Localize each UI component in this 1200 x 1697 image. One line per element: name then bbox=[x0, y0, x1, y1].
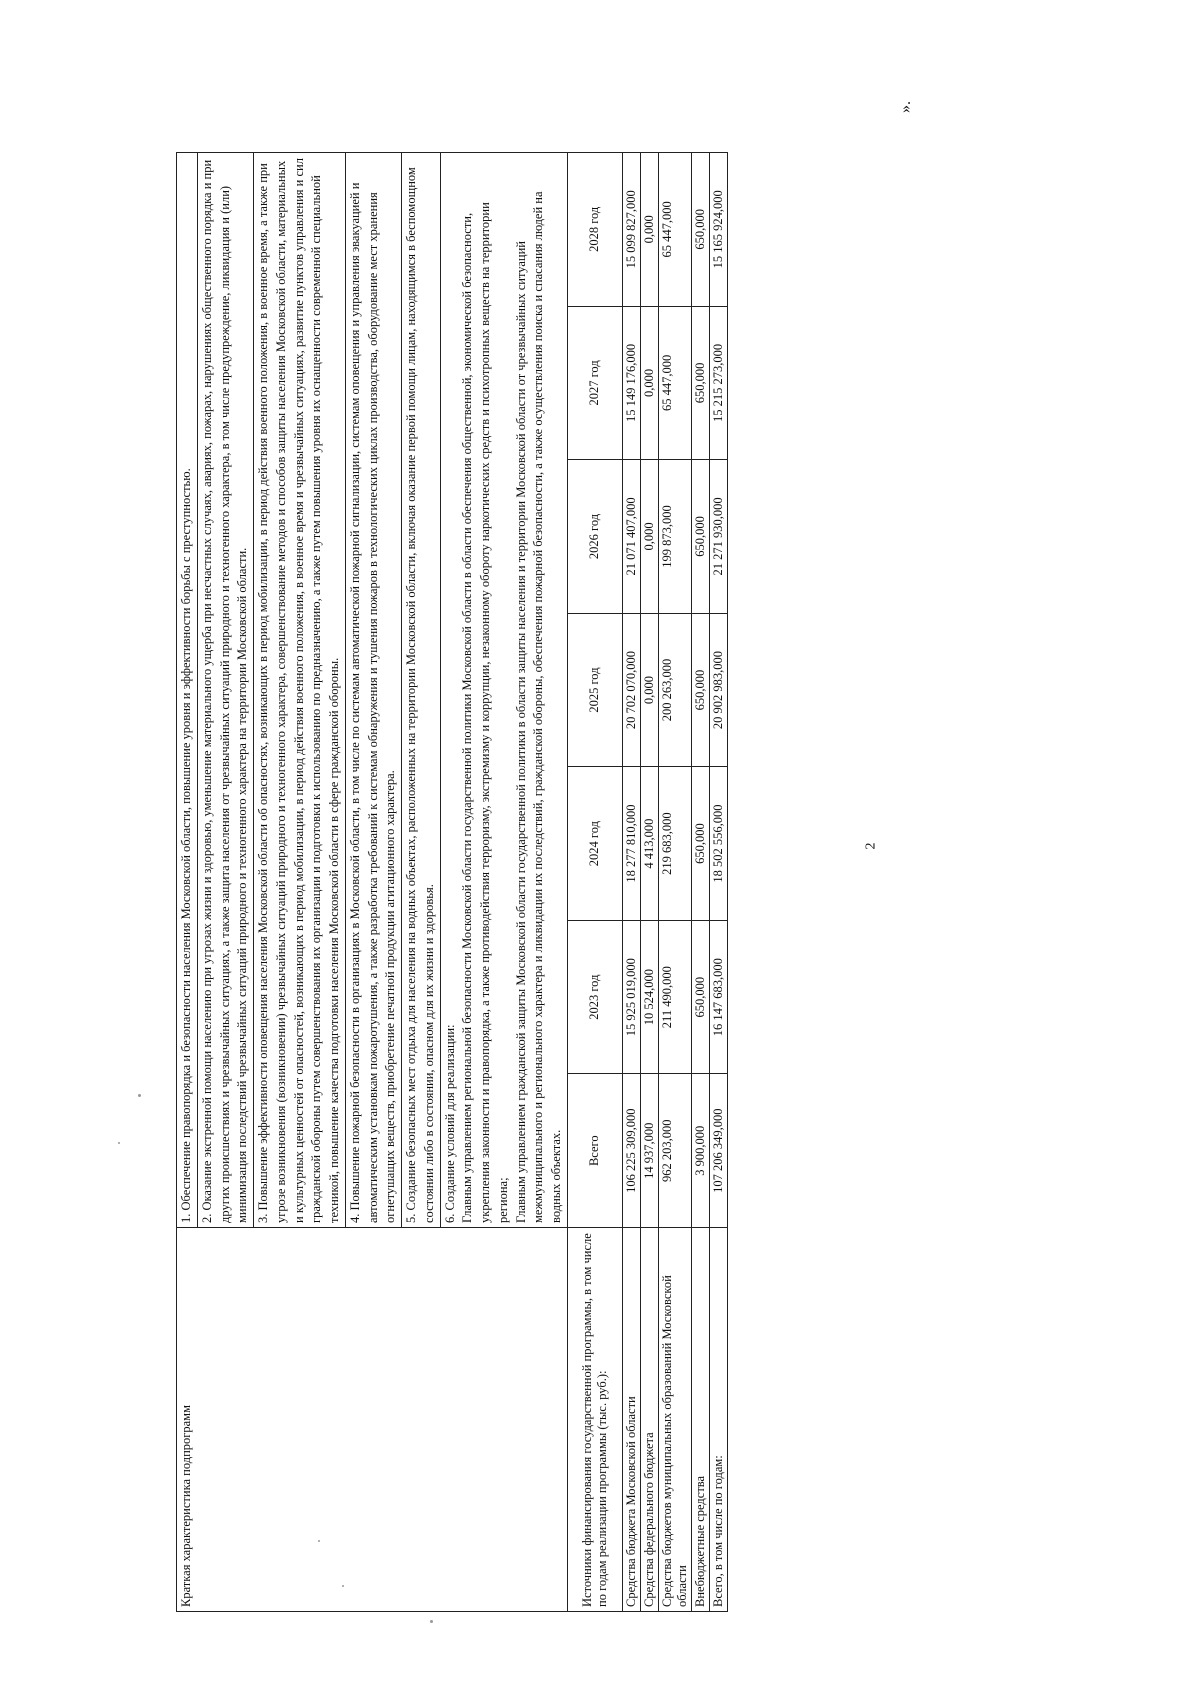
financing-row-regional bbox=[622, 153, 640, 1612]
cell-value: 650,000 bbox=[691, 306, 709, 460]
financing-header-row bbox=[567, 153, 622, 1612]
financing-table bbox=[567, 152, 728, 1612]
cell-value: 14 937,000 bbox=[640, 1074, 658, 1228]
cell-value: 211 490,000 bbox=[658, 920, 691, 1074]
cell-value: 15 215 273,000 bbox=[709, 306, 727, 460]
cell-value: 15 099 827,000 bbox=[622, 153, 640, 307]
page-number: 2 bbox=[863, 842, 879, 850]
financing-row-extrabudgetary bbox=[691, 153, 709, 1612]
subprograms-row bbox=[177, 153, 198, 1612]
col-header-2025: 2025 год bbox=[567, 613, 622, 767]
cell-value: 106 225 309,000 bbox=[622, 1074, 640, 1228]
scan-speck bbox=[342, 1585, 344, 1587]
scan-speck bbox=[118, 1142, 120, 1144]
cell-value: 10 524,000 bbox=[640, 920, 658, 1074]
financing-row-federal bbox=[640, 153, 658, 1612]
paragraph-3: 3. Повышение эффективности оповещения населения Московской области об опасностях, возникающих в период мобилизации, в период действия военного положения, в военное время, а также при угрозе возникновения (возникновении) чрезвычайных ситуаций природного и техногенного характера, совершенствование методов и способов защиты населения Московской области, материальных и культурных ценностей от опасностей, возникающих в период мобилизации, в период действия военного положения, в военное время и чрезвычайных ситуациях, развитие пунктов управления и сил гражданской обороны путем совершенствования их организации и подготовки к использованию по предназначению, а также путем повышения уровня их оснащенности современной специальной техникой, повышение качества подготовки населения Московской области в сфере гражданской обороны. bbox=[254, 153, 346, 1228]
subprograms-header-cell: Краткая характеристика подпрограмм bbox=[177, 1228, 568, 1612]
cell-value: 650,000 bbox=[691, 153, 709, 307]
cell-value: 0,000 bbox=[640, 460, 658, 614]
cell-value: 18 277 810,000 bbox=[622, 767, 640, 921]
col-header-2027: 2027 год bbox=[567, 306, 622, 460]
row-label: Внебюджетные средства bbox=[691, 1228, 709, 1612]
cell-value: 0,000 bbox=[640, 613, 658, 767]
cell-value: 4 413,000 bbox=[640, 767, 658, 921]
cell-value: 21 271 930,000 bbox=[709, 460, 727, 614]
program-passport-table bbox=[176, 152, 568, 1612]
scan-speck bbox=[138, 1094, 141, 1097]
col-header-2023: 2023 год bbox=[567, 920, 622, 1074]
cell-value: 0,000 bbox=[640, 153, 658, 307]
cell-value: 21 071 407,000 bbox=[622, 460, 640, 614]
cell-value: 650,000 bbox=[691, 460, 709, 614]
col-header-total: Всего bbox=[567, 1074, 622, 1228]
cell-value: 20 702 070,000 bbox=[622, 613, 640, 767]
cell-value: 0,000 bbox=[640, 306, 658, 460]
paragraph-1: 1. Обеспечение правопорядка и безопасности населения Московской области, повышение уровня и эффективности борьбы с преступностью. bbox=[177, 153, 198, 1228]
cell-value: 15 165 924,000 bbox=[709, 153, 727, 307]
col-header-2028: 2028 год bbox=[567, 153, 622, 307]
cell-value: 200 263,000 bbox=[658, 613, 691, 767]
col-header-2026: 2026 год bbox=[567, 460, 622, 614]
cell-value: 962 203,000 bbox=[658, 1074, 691, 1228]
scan-speck bbox=[318, 1540, 320, 1542]
financing-header-label: Источники финансирования государственной программы, в том числе по годам реализации программы (тыс. руб.): bbox=[567, 1228, 622, 1612]
cell-value: 15 149 176,000 bbox=[622, 306, 640, 460]
cell-value: 650,000 bbox=[691, 613, 709, 767]
cell-value: 65 447,000 bbox=[658, 153, 691, 307]
cell-value: 15 925 019,000 bbox=[622, 920, 640, 1074]
row-label: Средства бюджета Московской области bbox=[622, 1228, 640, 1612]
closing-quote: ». bbox=[897, 101, 914, 113]
paragraph-4: 4. Повышение пожарной безопасности в организациях в Московской области, в том числе по системам автоматической пожарной сигнализации, системам оповещения и управления эвакуацией и автоматическим установкам пожаротушения, а также разработка требований к системам обнаружения и тушения пожаров в технологических циклах производства, оборудование мест хранения огнетушащих веществ, приобретение печатной продукции агитационного характера. bbox=[345, 153, 401, 1228]
cell-value: 107 206 349,000 bbox=[709, 1074, 727, 1228]
paragraph-6: 6. Создание условий для реализации: Главным управлением региональной безопасности Московской области государственной политики Московской области в области обеспечения общественной, экономической безопасности, укрепления законности и правопорядка, а также противодействия терроризму, экстремизму и коррупции, незаконному обороту наркотических средств и психотропных веществ на территории региона; Главным управлением гражданской защиты Московской области государственной политики в области защиты населения и территории Московской области от чрезвычайных ситуаций межмуниципального и регионального характера и ликвидации их последствий, гражданской обороны, обеспечения пожарной безопасности, а также осуществления поиска и спасания людей на водных объектах. bbox=[440, 153, 567, 1228]
cell-value: 199 873,000 bbox=[658, 460, 691, 614]
row-label: Всего, в том числе по годам: bbox=[709, 1228, 727, 1612]
cell-value: 65 447,000 bbox=[658, 306, 691, 460]
paragraph-5: 5. Создание безопасных мест отдыха для населения на водных объектах, расположенных на территории Московской области, включая оказание первой помощи лицам, находящимся в беспомощном состоянии либо в состоянии, опасном для их жизни и здоровья. bbox=[402, 153, 441, 1228]
cell-value: 20 902 983,000 bbox=[709, 613, 727, 767]
scan-speck bbox=[430, 1620, 433, 1623]
rotated-document-sheet bbox=[176, 152, 761, 1612]
cell-value: 3 900,000 bbox=[691, 1074, 709, 1228]
financing-row-total bbox=[709, 153, 727, 1612]
cell-value: 18 502 556,000 bbox=[709, 767, 727, 921]
row-label: Средства бюджетов муниципальных образований Московской области bbox=[658, 1228, 691, 1612]
cell-value: 650,000 bbox=[691, 920, 709, 1074]
cell-value: 650,000 bbox=[691, 767, 709, 921]
cell-value: 219 683,000 bbox=[658, 767, 691, 921]
financing-row-municipal bbox=[658, 153, 691, 1612]
row-label: Средства федерального бюджета bbox=[640, 1228, 658, 1612]
paragraph-2: 2. Оказание экстренной помощи населению при угрозах жизни и здоровью, уменьшение материального ущерба при несчастных случаях, авариях, пожарах, нарушениях общественного порядка и при других происшествиях и чрезвычайных ситуациях, а также защита населения от чрезвычайных ситуаций природного и техногенного характера, в том числе предупреждение, ликвидация и (или) минимизация последствий чрезвычайных ситуаций природного и техногенного характера на территории Московской области. bbox=[197, 153, 253, 1228]
col-header-2024: 2024 год bbox=[567, 767, 622, 921]
cell-value: 16 147 683,000 bbox=[709, 920, 727, 1074]
